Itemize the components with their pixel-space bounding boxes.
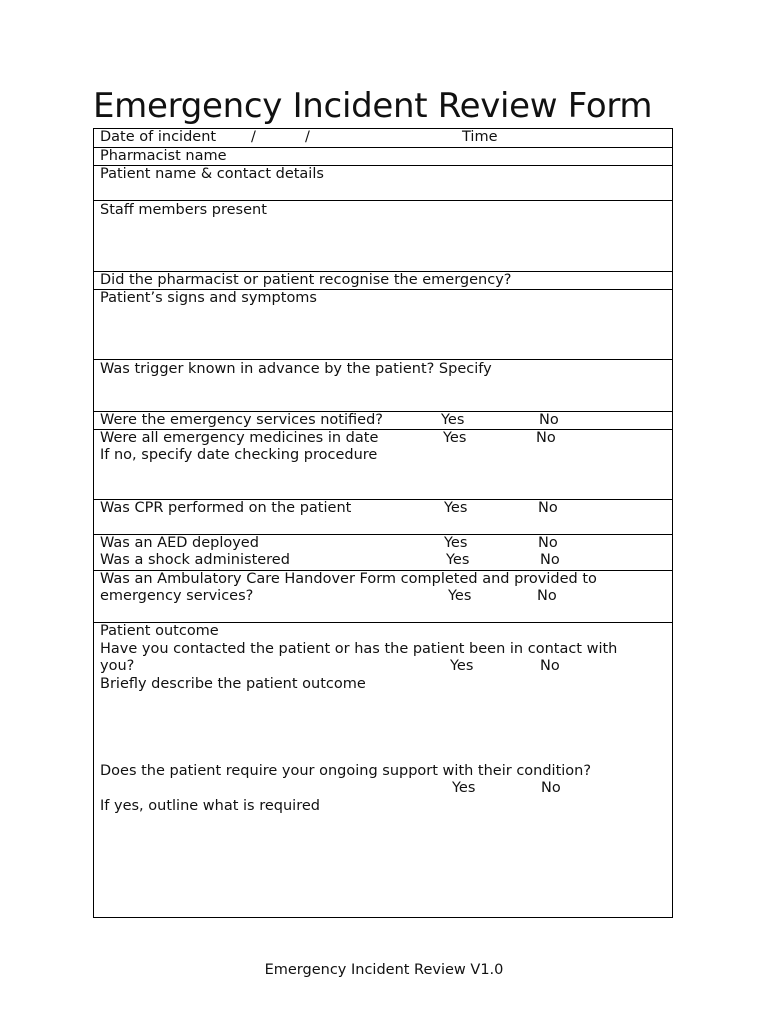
incident-form-table — [93, 128, 673, 918]
shock-label: Was a shock administered — [100, 552, 290, 568]
date-of-incident-label: Date of incident — [100, 129, 217, 145]
row-date-time — [94, 129, 672, 148]
aed-label: Was an AED deployed — [100, 535, 259, 551]
contacted-no: No — [540, 658, 560, 674]
row-cpr — [94, 500, 672, 535]
services-notified-yes: Yes — [441, 412, 465, 428]
date-slash-1: / — [251, 129, 256, 145]
page-footer: Emergency Incident Review V1.0 — [264, 962, 504, 978]
handover-label-line1: Was an Ambulatory Care Handover Form completed and provided to — [100, 571, 597, 587]
handover-yes: Yes — [448, 588, 472, 604]
medicines-no: No — [536, 430, 556, 446]
handover-label-line2: emergency services? — [100, 588, 254, 604]
pharmacist-name-label: Pharmacist name — [100, 148, 227, 164]
row-trigger — [94, 360, 672, 412]
recognise-label: Did the pharmacist or patient recognise the emergency? — [100, 272, 512, 288]
shock-yes: Yes — [446, 552, 470, 568]
row-recognise — [94, 272, 672, 290]
contacted-label-line2: you? — [100, 658, 135, 674]
ongoing-support-yes: Yes — [452, 780, 476, 796]
describe-outcome-label: Briefly describe the patient outcome — [100, 676, 366, 692]
services-notified-label: Were the emergency services notified? — [100, 412, 383, 428]
form-title: Emergency Incident Review Form — [93, 86, 653, 126]
cpr-no: No — [538, 500, 558, 516]
ongoing-support-no: No — [541, 780, 561, 796]
medicines-in-date-label: Were all emergency medicines in date — [100, 430, 379, 446]
aed-no: No — [538, 535, 558, 551]
outcome-label: Patient outcome — [100, 623, 219, 639]
patient-name-label: Patient name & contact details — [100, 166, 324, 182]
date-slash-2: / — [305, 129, 310, 145]
row-outcome — [94, 623, 672, 917]
cpr-yes: Yes — [444, 500, 468, 516]
row-medicines — [94, 430, 672, 500]
staff-present-label: Staff members present — [100, 202, 267, 218]
row-signs — [94, 290, 672, 360]
aed-yes: Yes — [444, 535, 468, 551]
cpr-label: Was CPR performed on the patient — [100, 500, 352, 516]
handover-no: No — [537, 588, 557, 604]
date-checking-label: If no, specify date checking procedure — [100, 447, 378, 463]
row-staff — [94, 201, 672, 272]
shock-no: No — [540, 552, 560, 568]
row-aed — [94, 535, 672, 571]
ongoing-support-label: Does the patient require your ongoing support with their condition? — [100, 763, 592, 779]
trigger-label: Was trigger known in advance by the patient? Specify — [100, 361, 492, 377]
contacted-yes: Yes — [450, 658, 474, 674]
row-patient-name — [94, 166, 672, 201]
services-notified-no: No — [539, 412, 559, 428]
time-label: Time — [462, 129, 498, 145]
row-pharmacist — [94, 148, 672, 166]
contacted-label-line1: Have you contacted the patient or has the patient been in contact with — [100, 641, 618, 657]
row-handover — [94, 571, 672, 623]
outline-required-label: If yes, outline what is required — [100, 798, 320, 814]
medicines-yes: Yes — [443, 430, 467, 446]
signs-symptoms-label: Patient’s signs and symptoms — [100, 290, 317, 306]
row-services-notified — [94, 412, 672, 430]
